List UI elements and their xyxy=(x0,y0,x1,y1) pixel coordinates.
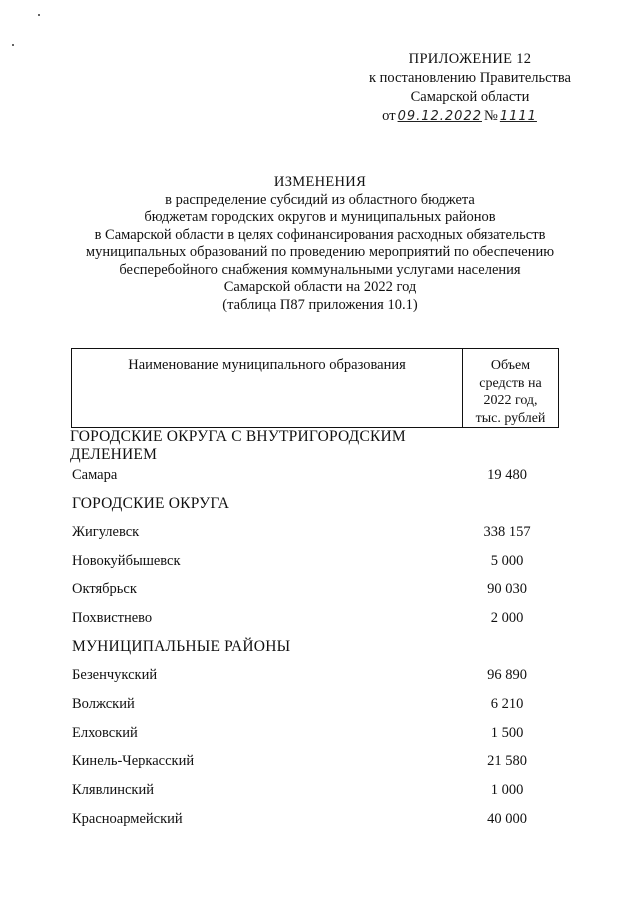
table-header xyxy=(71,348,559,428)
row-value: 19 480 xyxy=(487,466,527,483)
table-row xyxy=(72,719,562,748)
section-title: МУНИЦИПАЛЬНЫЕ РАЙОНЫ xyxy=(72,638,291,656)
table-row xyxy=(72,805,562,834)
annex-region-line: Самарской области xyxy=(410,89,530,105)
municipality-name: Кинель-Черкасский xyxy=(72,753,195,770)
municipality-name: Безенчукский xyxy=(72,667,158,684)
municipality-name: Похвистнево xyxy=(72,609,153,626)
annex-number-label: № xyxy=(484,108,498,124)
title-line: бюджетам городских округов и муниципальных районов xyxy=(144,209,496,225)
section-row xyxy=(72,489,562,518)
table-row xyxy=(72,748,562,777)
municipality-name: Волжский xyxy=(72,696,135,713)
title-line: бесперебойного снабжения коммунальными услугами населения xyxy=(119,261,521,278)
title-line: (таблица П87 приложения 10.1) xyxy=(222,296,418,313)
section-row xyxy=(70,428,562,464)
column-header-amount-line: тыс. рублей xyxy=(475,410,546,426)
table-row xyxy=(72,547,562,576)
title-line: Самарской области на 2022 год xyxy=(223,279,417,295)
row-value: 1 000 xyxy=(490,782,524,799)
table-body xyxy=(70,428,562,834)
document-title xyxy=(60,174,580,314)
municipality-name: Елховский xyxy=(72,724,138,741)
annex-date: 09.12.2022 xyxy=(397,109,482,124)
row-value: 90 030 xyxy=(487,581,527,598)
table-row xyxy=(72,575,562,604)
table-row xyxy=(72,518,562,547)
scan-speck xyxy=(38,14,40,16)
row-value: 1 500 xyxy=(490,724,524,741)
column-header-amount-line: 2022 год, xyxy=(483,393,538,408)
table-row xyxy=(72,690,562,719)
municipality-name: Клявлинский xyxy=(72,782,154,799)
title-line: в Самарской области в целях софинансирования расходных обязательств xyxy=(94,226,546,243)
table-row xyxy=(72,461,562,490)
section-title: ГОРОДСКИЕ ОКРУГА xyxy=(72,494,230,512)
table-row xyxy=(72,604,562,633)
title-main: ИЗМЕНЕНИЯ xyxy=(273,174,367,190)
annex-date-number-line xyxy=(350,107,590,126)
title-line: муниципальных образований по проведению мероприятий по обеспечению xyxy=(85,244,555,260)
municipality-name: Самара xyxy=(72,466,118,483)
column-header-amount-line: Объем xyxy=(490,358,531,373)
section-title: ГОРОДСКИЕ ОКРУГА С ВНУТРИГОРОДСКИМ ДЕЛЕНИЕМ xyxy=(70,428,406,464)
column-header-amount xyxy=(463,349,558,427)
municipality-name: Жигулевск xyxy=(72,523,140,540)
annex-header xyxy=(350,50,590,126)
table-row xyxy=(72,776,562,805)
annex-from-label: от xyxy=(382,108,396,124)
row-value: 21 580 xyxy=(487,753,527,770)
row-value: 40 000 xyxy=(487,810,527,827)
title-line: в распределение субсидий из областного бюджета xyxy=(165,191,475,208)
row-value: 6 210 xyxy=(490,696,524,713)
section-row xyxy=(72,633,562,662)
row-value: 5 000 xyxy=(490,552,524,569)
municipality-name: Октябрьск xyxy=(72,581,137,598)
table-row xyxy=(72,662,562,691)
municipality-name: Красноармейский xyxy=(72,810,183,827)
column-header-name: Наименование муниципального образования xyxy=(72,349,463,427)
row-value: 96 890 xyxy=(487,667,527,684)
scan-speck xyxy=(12,44,14,46)
municipality-name: Новокуйбышевск xyxy=(72,552,181,569)
row-value: 2 000 xyxy=(490,609,524,626)
row-value: 338 157 xyxy=(483,523,531,540)
annex-resolution-line: к постановлению Правительства xyxy=(369,70,571,86)
annex-number: 1111 xyxy=(499,109,537,124)
column-header-amount-line: средств на xyxy=(479,375,542,391)
annex-title: ПРИЛОЖЕНИЕ 12 xyxy=(408,51,532,67)
